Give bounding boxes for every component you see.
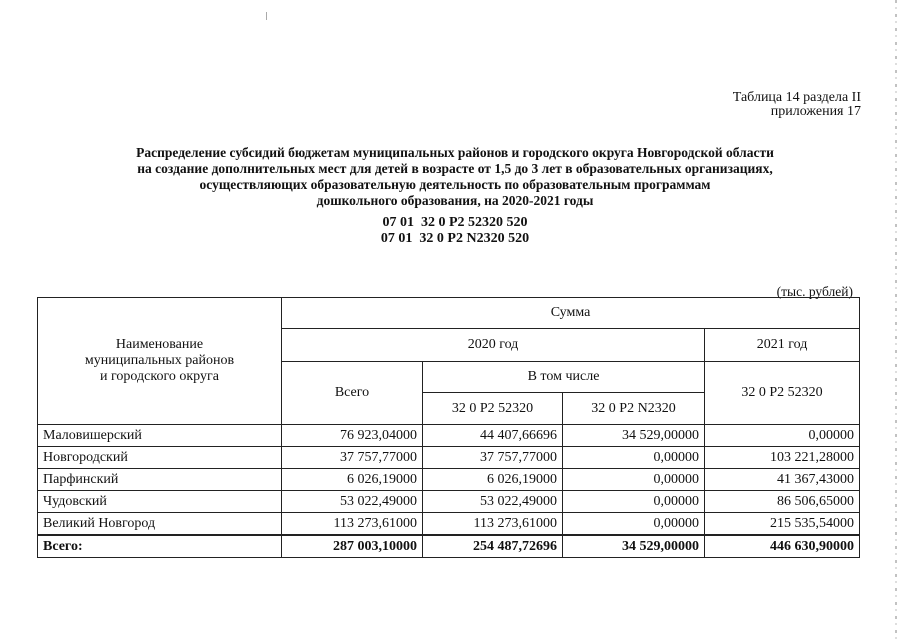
row-name: Великий Новгород [38,513,282,536]
column-header-code-a: 32 0 Р2 52320 [423,393,563,425]
totals-code-a: 254 487,72696 [423,535,563,558]
totals-2021: 446 630,90000 [705,535,860,558]
row-code-a: 44 407,66696 [423,425,563,447]
row-total: 37 757,77000 [282,447,423,469]
column-header-2021: 2021 год [705,329,860,362]
row-code-a: 37 757,77000 [423,447,563,469]
totals-row [38,535,860,558]
row-code-b: 0,00000 [563,513,705,536]
title-line-1: Распределение субсидий бюджетам муниципальных районов и городского округа Новгородской области [136,145,774,160]
totals-label: Всего: [38,535,282,558]
row-name: Парфинский [38,469,282,491]
row-2021: 86 506,65000 [705,491,860,513]
totals-total: 287 003,10000 [282,535,423,558]
column-header-2021-code: 32 0 Р2 52320 [705,362,860,425]
table-reference [733,91,861,119]
row-total: 113 273,61000 [282,513,423,536]
scan-artifact [266,12,267,20]
row-total: 6 026,19000 [282,469,423,491]
column-header-sum: Сумма [282,298,860,329]
row-code-b: 34 529,00000 [563,425,705,447]
row-code-b: 0,00000 [563,491,705,513]
row-name: Маловишерский [38,425,282,447]
column-header-2020: 2020 год [282,329,705,362]
table-row [38,513,860,536]
budget-codes [40,215,870,247]
totals-code-b: 34 529,00000 [563,535,705,558]
reference-line-2: приложения 17 [770,104,861,119]
row-2021: 41 367,43000 [705,469,860,491]
row-name: Чудовский [38,491,282,513]
title-line-2: на создание дополнительных мест для детей в возрасте от 1,5 до 3 лет в образовательных организациях, [137,161,773,176]
row-total: 53 022,49000 [282,491,423,513]
budget-code-1: 07 01 32 0 Р2 52320 520 [382,215,528,230]
row-code-b: 0,00000 [563,469,705,491]
column-header-code-b: 32 0 Р2 N2320 [563,393,705,425]
row-code-a: 6 026,19000 [423,469,563,491]
row-code-b: 0,00000 [563,447,705,469]
unit-label: (тыс. рублей) [776,284,853,299]
reference-line-1: Таблица 14 раздела II [732,90,861,105]
row-2021: 0,00000 [705,425,860,447]
column-header-name: Наименование муниципальных районов и городского округа [38,298,282,425]
document-title [40,145,870,247]
column-header-including: В том числе [423,362,705,393]
row-code-a: 113 273,61000 [423,513,563,536]
subsidy-table [37,297,860,558]
row-total: 76 923,04000 [282,425,423,447]
budget-code-2: 07 01 32 0 Р2 N2320 520 [380,231,530,246]
table-row [38,447,860,469]
row-name: Новгородский [38,447,282,469]
column-header-total: Всего [282,362,423,425]
row-2021: 215 535,54000 [705,513,860,536]
title-line-4: дошкольного образования, на 2020-2021 годы [316,193,594,208]
table-row [38,469,860,491]
table-row [38,491,860,513]
row-code-a: 53 022,49000 [423,491,563,513]
scan-edge [895,0,897,640]
title-line-3: осуществляющих образовательную деятельность по образовательным программам [199,177,711,192]
table-row [38,425,860,447]
row-2021: 103 221,28000 [705,447,860,469]
